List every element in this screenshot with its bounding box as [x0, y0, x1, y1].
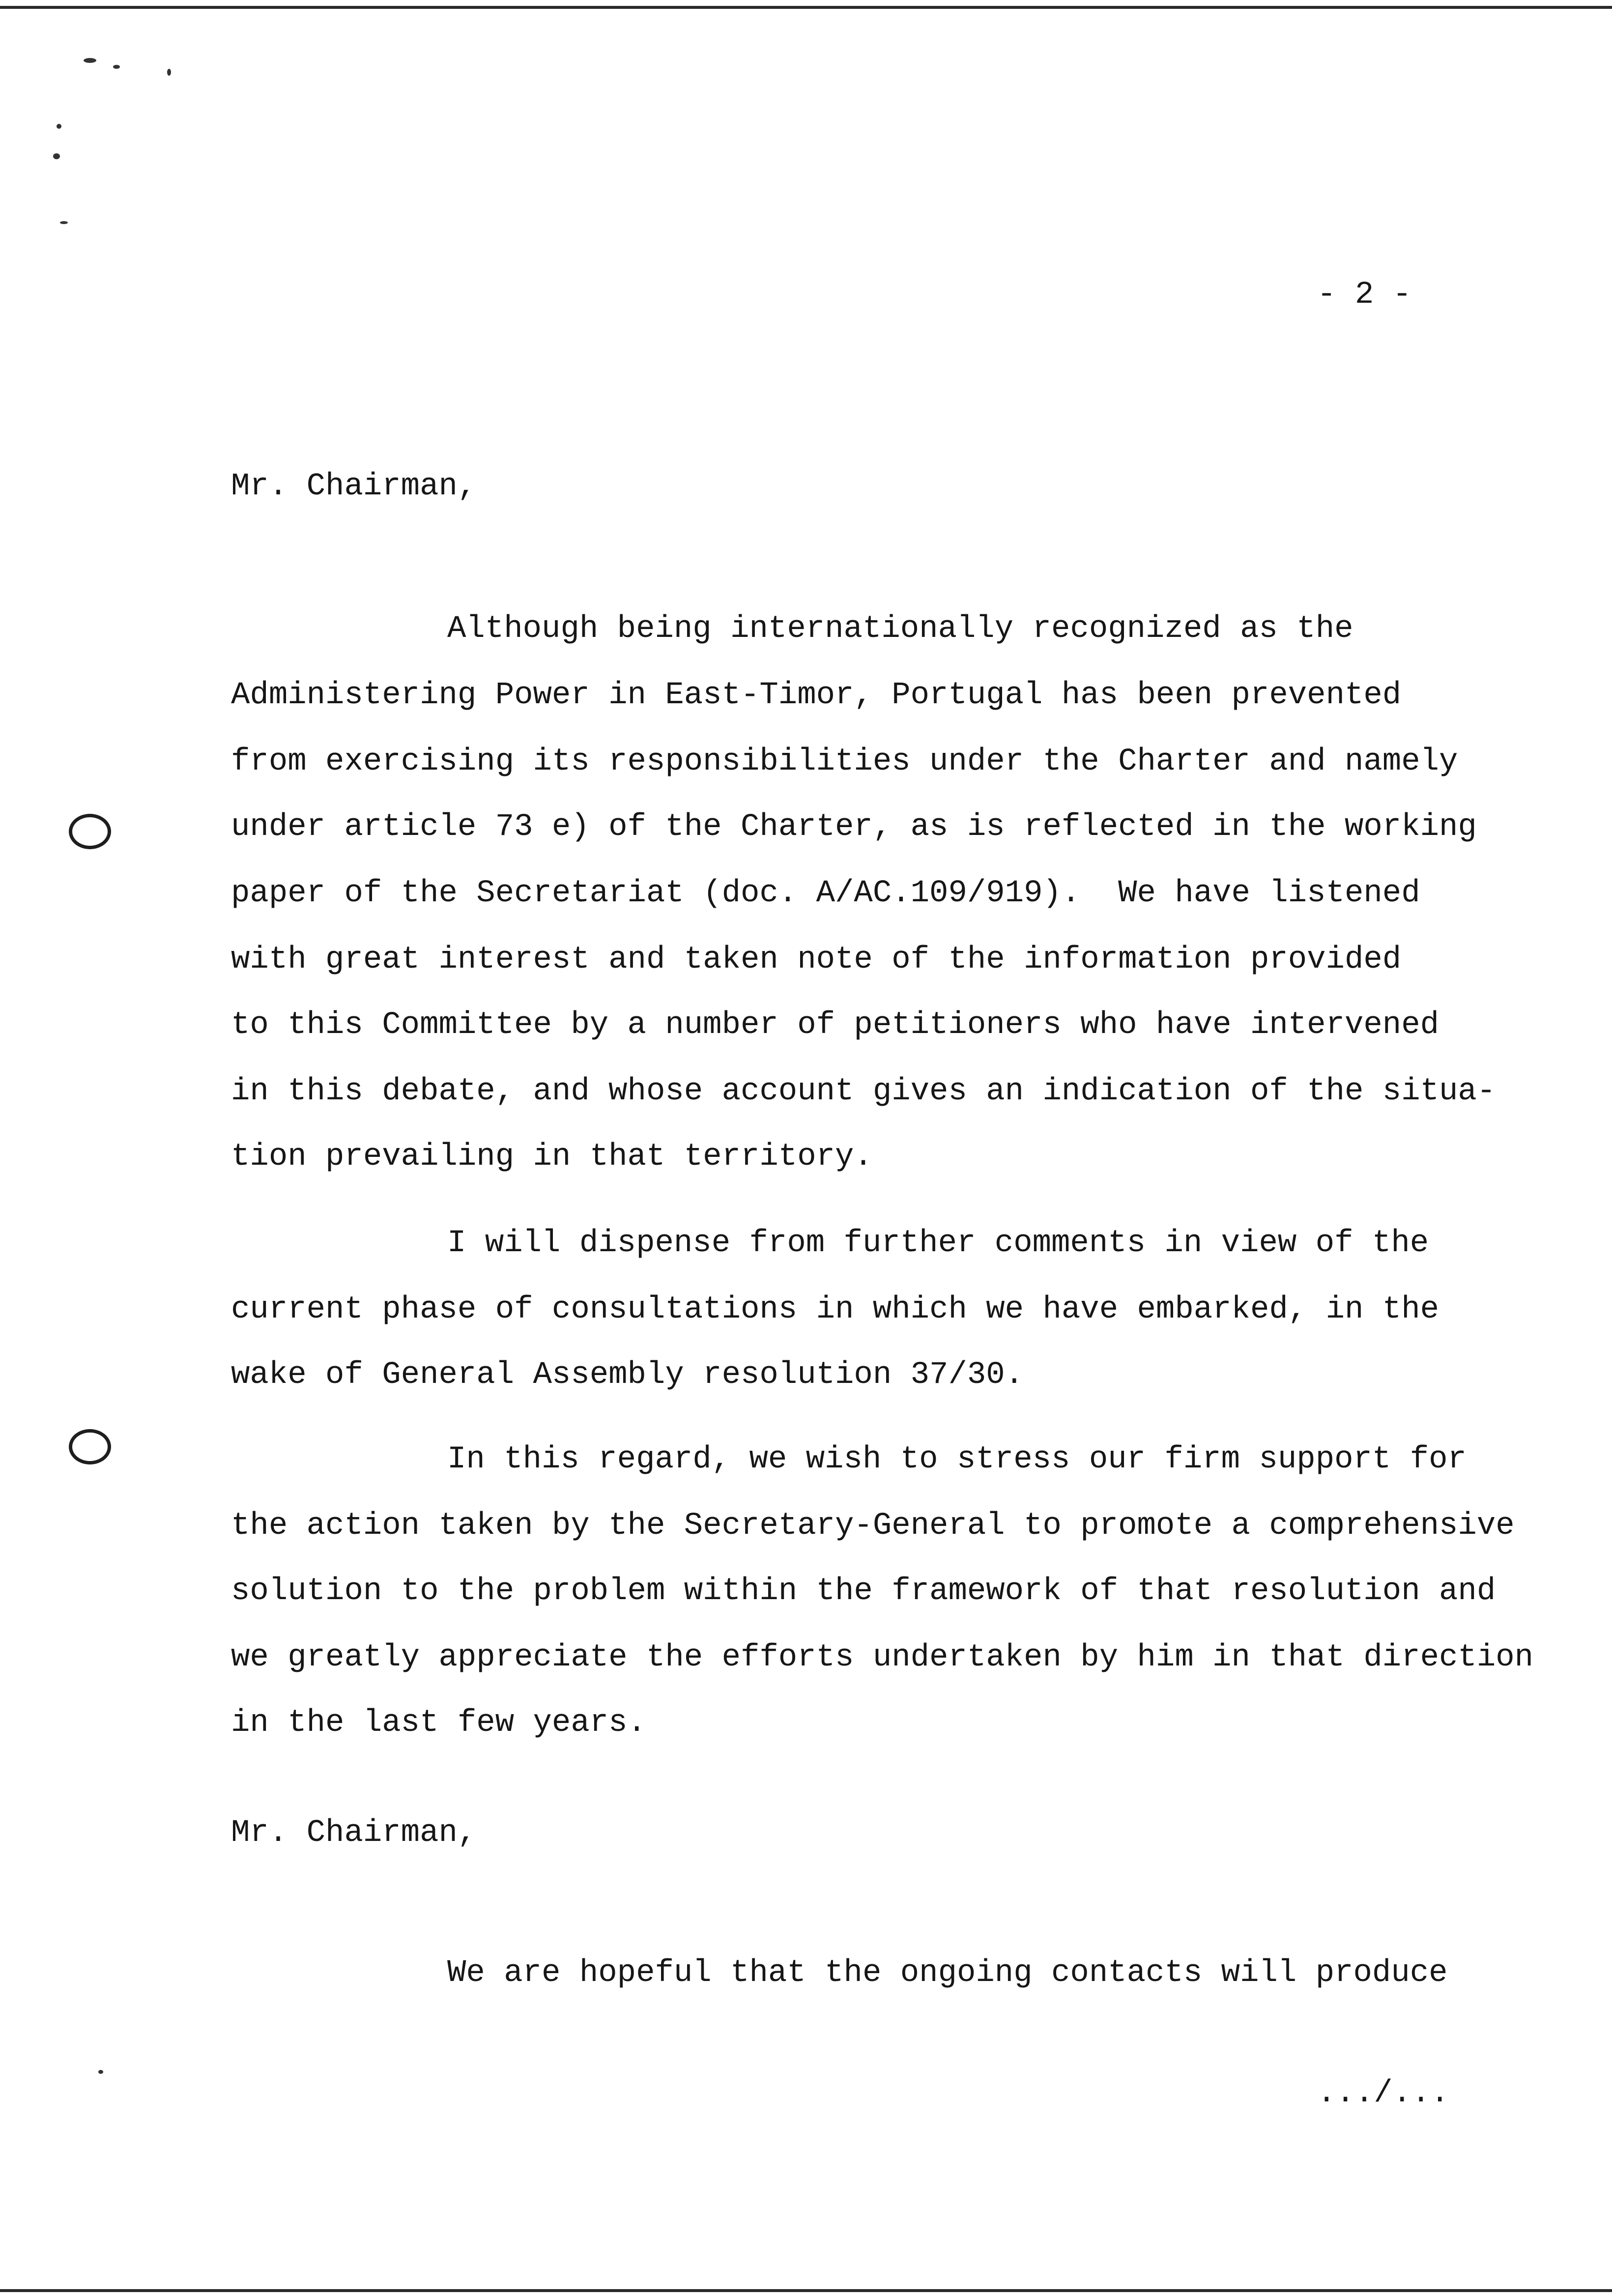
punch-hole-icon	[69, 1429, 111, 1464]
paragraph-line: wake of General Assembly resolution 37/30.	[231, 1357, 1024, 1393]
paragraph-line: We are hopeful that the ongoing contacts will produce	[447, 1955, 1448, 1991]
paragraph-line: from exercising its responsibilities under the Charter and namely	[231, 744, 1458, 779]
scan-mark	[84, 58, 96, 63]
paragraph-line: solution to the problem within the framework of that resolution and	[231, 1574, 1496, 1609]
paragraph-line: in the last few years.	[231, 1705, 646, 1741]
page-number: - 2 -	[1317, 277, 1412, 313]
top-edge-rule	[0, 6, 1612, 9]
scan-mark	[57, 124, 61, 129]
paragraph-line: paper of the Secretariat (doc. A/AC.109/919). We have listened	[231, 876, 1420, 911]
paragraph-line: I will dispense from further comments in view of the	[447, 1226, 1429, 1261]
paragraph-line: Although being internationally recognized as the	[447, 611, 1353, 647]
scan-mark	[167, 69, 171, 76]
paragraph-line: under article 73 e) of the Charter, as is reflected in the working	[231, 809, 1477, 845]
paragraph-line: to this Committee by a number of petitioners who have intervened	[231, 1007, 1439, 1043]
salutation: Mr. Chairman,	[231, 1815, 477, 1851]
paragraph-line: Administering Power in East-Timor, Portugal has been prevented	[231, 678, 1402, 713]
bottom-edge-rule	[0, 2289, 1612, 2292]
punch-hole-icon	[69, 814, 111, 849]
salutation: Mr. Chairman,	[231, 469, 477, 504]
paragraph-line: we greatly appreciate the efforts undertaken by him in that direction	[231, 1640, 1534, 1675]
paragraph-line: In this regard, we wish to stress our firm support for	[447, 1442, 1467, 1477]
paragraph-line: in this debate, and whose account gives an indication of the situa-	[231, 1074, 1496, 1109]
paragraph-line: the action taken by the Secretary-General to promote a comprehensive	[231, 1508, 1515, 1544]
scan-mark	[60, 221, 68, 224]
scan-mark	[113, 65, 120, 69]
paragraph-line: tion prevailing in that territory.	[231, 1139, 873, 1175]
scan-mark	[98, 2070, 103, 2074]
paragraph-line: current phase of consultations in which we have embarked, in the	[231, 1292, 1439, 1327]
paragraph-line: with great interest and taken note of the information provided	[231, 942, 1402, 977]
scan-mark	[53, 153, 60, 159]
continuation-mark: .../...	[1317, 2076, 1449, 2111]
